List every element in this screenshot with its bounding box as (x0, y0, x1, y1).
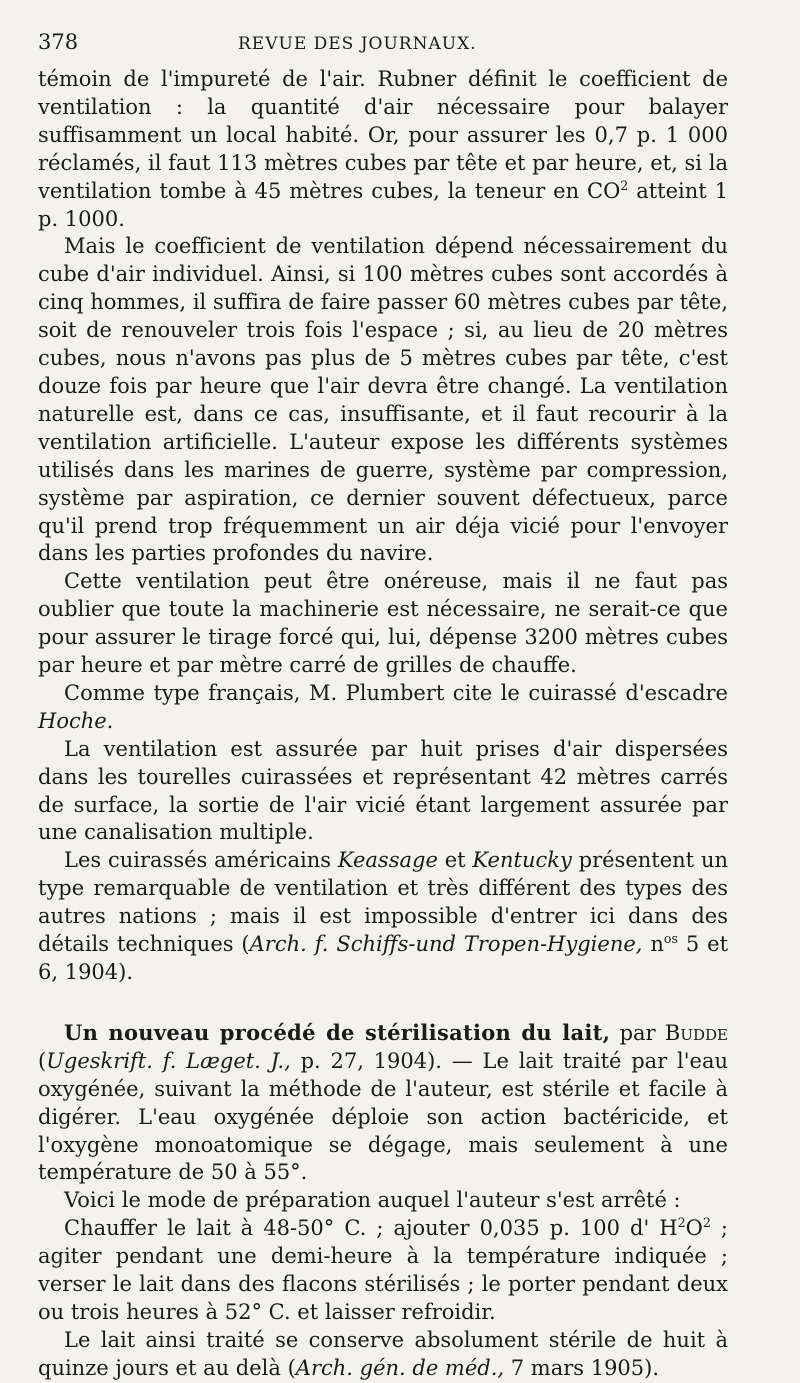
running-head (38, 30, 728, 66)
ship-name-kentucky: Kentucky (472, 848, 572, 873)
paragraph-air-intakes: La ventilation est assurée par huit prises d'air dispersées dans les tourelles cuirassées et représentant 42 mètres carrés de surface, la sortie de l'air vicié étant largement assurée par une canalisation multiple. (38, 736, 728, 845)
source-citation: Arch. f. Schiffs-und Tropen-Hygiene, (249, 932, 643, 957)
source-citation-arch: Arch. gén. de méd., (295, 1355, 505, 1380)
paragraph-cost: Cette ventilation peut être onéreuse, mais il ne faut pas oublier que toute la machinerie est nécessaire, ne serait-ce que pour assurer le tirage forcé qui, lui, dépense 3200 mètres cubes par heure et par mètre carré de grilles de chauffe. (38, 569, 728, 678)
paragraph-conclusion: Le lait ainsi traité se conserve absolument stérile de huit à quinze jours et au delà (Arch. gén. de méd., 7 mars 1905). (38, 1327, 728, 1380)
paragraph-ventilation-coefficient: témoin de l'impureté de l'air. Rubner définit le coefficient de ventilation : la quantité d'air nécessaire pour balayer suffisamment un local habité. Or, pour assurer les 0,7 p. 1 000 réclamés, il faut 113 mètres cubes par tête et par heure, et, si la ventilation tombe à 45 mètres cubes, la teneur en $CO^2$ atteint 1 p. 1000. (38, 67, 728, 231)
paragraph-preparation-steps: Chauffer le lait à 48-50° C. ; ajouter 0,035 p. 100 d' $H^2O^2$ ; agiter pendant une demi-heure à la température indiquée ; verser le lait dans des flacons stérilisés ; le porter pendant deux ou trois heures à 52° C. et laisser refroidir. (38, 1215, 728, 1324)
paragraph-air-volume: Mais le coefficient de ventilation dépend nécessairement du cube d'air individuel. Ainsi, si 100 mètres cubes sont accordés à cinq hommes, il suffira de faire passer 60 mètres cubes par tête, soit de renouveler trois fois l'espace ; si, au lieu de 20 mètres cubes, nous n'avons pas plus de 5 mètres cubes par tête, c'est douze fois par heure que l'air devra être changé. La ventilation naturelle est, dans ce cas, insuffisante, et il faut recourir à la ventilation artificielle. L'auteur expose les différents systèmes utilisés dans les marines de guerre, système par compression, système par aspiration, ce dernier souvent défectueux, parce qu'il prend trop fréquemment un air déja vicié pour l'envoyer dans les parties profondes du navire. (38, 234, 728, 566)
article-milk-sterilization: Un nouveau procédé de stérilisation du lait, par Budde (Ugeskrift. f. Læget. J., p. 27, 1904). — Le lait traité par l'eau oxygénée, suivant la méthode de l'auteur, est stérile et facile à digérer. L'eau oxygénée déploie son action bactéricide, et l'oxygène monoatomique se dégage, mais seulement à une température de 50 à 55°. (38, 1019, 728, 1185)
running-title: REVUE DES JOURNAUX. (238, 34, 477, 54)
journal-citation: Ugeskrift. f. Læget. J., (46, 1048, 291, 1073)
article-author: Budde (664, 1020, 728, 1045)
paragraph-preparation-intro: Voici le mode de préparation auquel l'auteur s'est arrêté : (64, 1188, 681, 1213)
ship-name-hoche: Hoche. (38, 708, 114, 733)
ship-name-keassage: Keassage (337, 848, 438, 873)
paragraph-american-ships: Les cuirassés américains Keassage et Kentucky présentent un type remarquable de ventilation et très différent des types des autres nations ; mais il est impossible d'entrer ici dans des détails techniques (Arch. f. Schiffs-und Tropen-Hygiene, $n^{os}$ 5 et 6, 1904). (38, 848, 729, 984)
paragraph-french-type: Comme type français, M. Plumbert cite le cuirassé d'escadre Hoche. (38, 680, 728, 733)
article-body (38, 66, 728, 1383)
page-number: 378 (38, 30, 79, 54)
article-title: Un nouveau procédé de stérilisation du lait, (64, 1019, 611, 1045)
journal-page (38, 30, 728, 1383)
